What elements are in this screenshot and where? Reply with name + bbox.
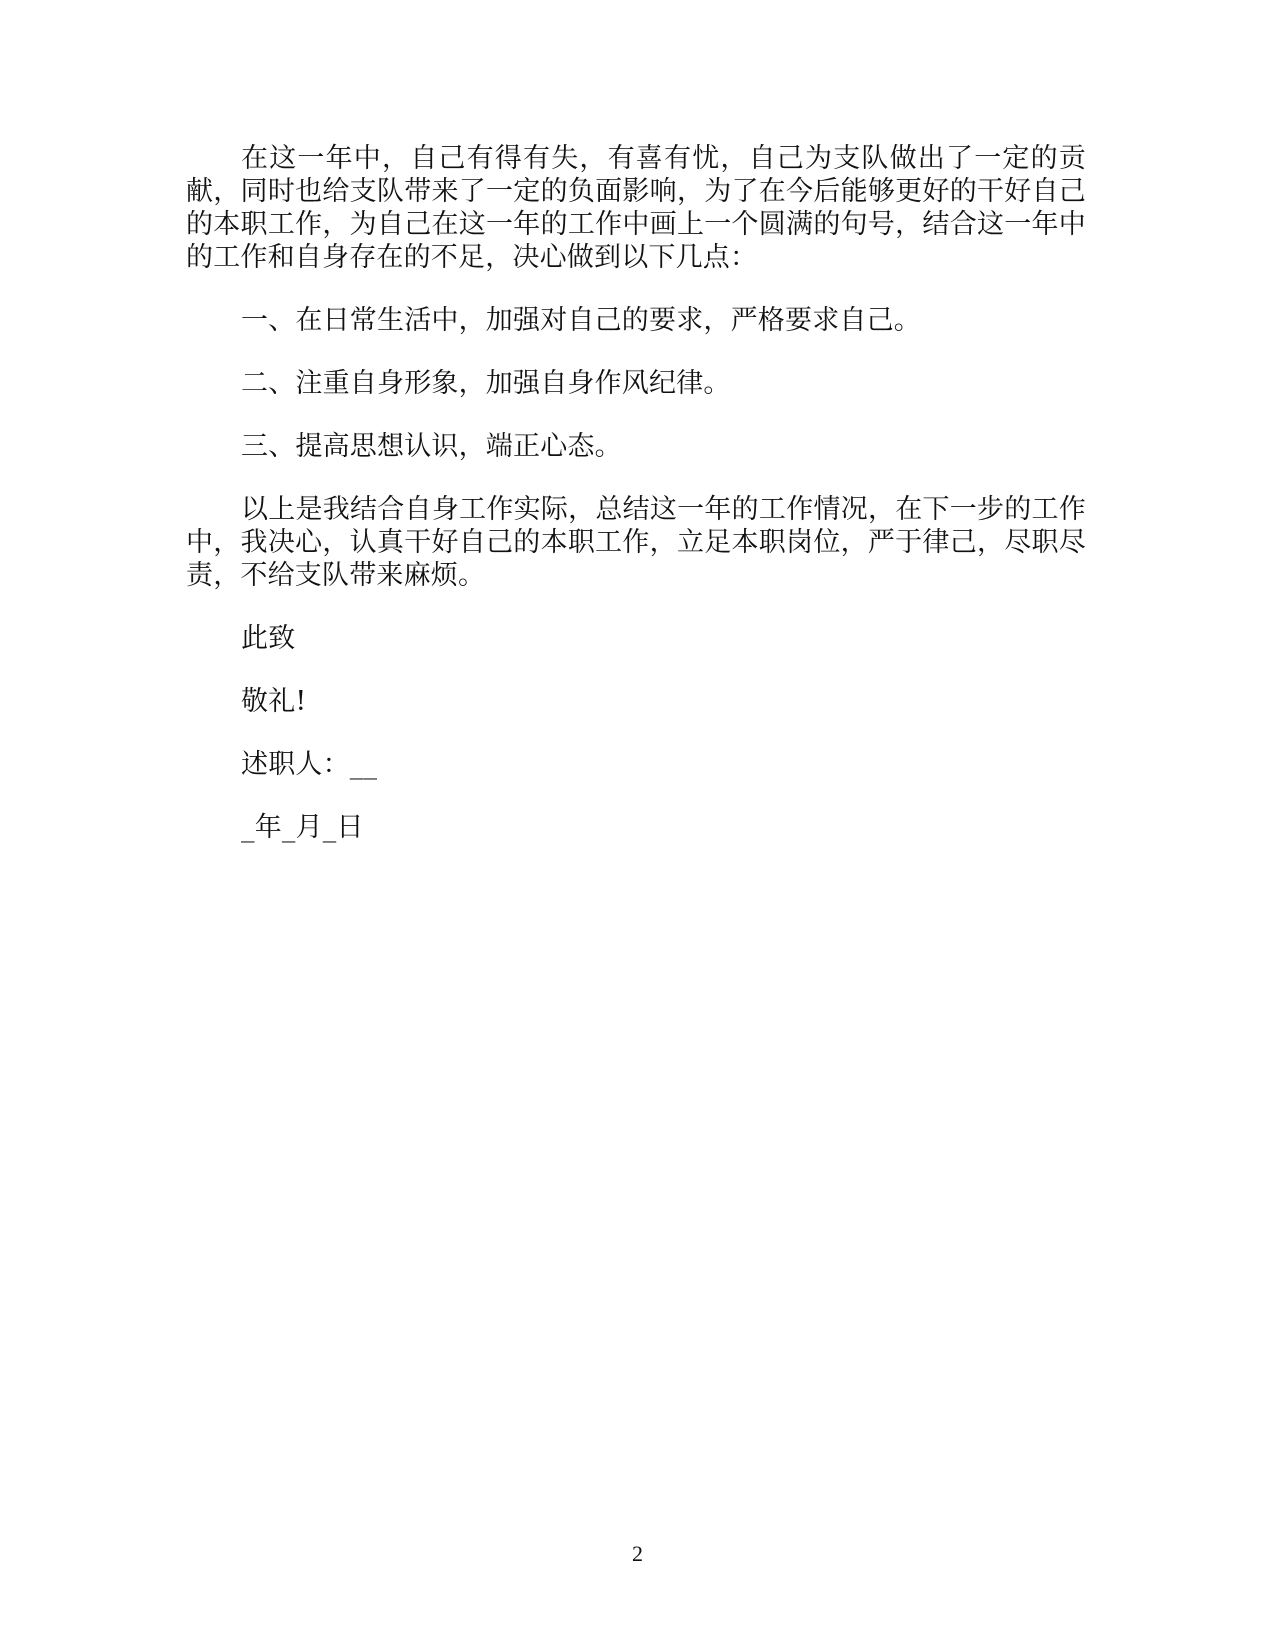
document-body xyxy=(186,142,1086,874)
page-number: 2 xyxy=(632,1541,643,1566)
closing-regards: 敬礼! xyxy=(241,686,307,717)
point-two-paragraph: 二、注重自身形象，加强自身作风纪律。 xyxy=(241,368,731,399)
intro-paragraph: 在这一年中，自己有得有失，有喜有忧，自己为支队做出了一定的贡献，同时也给支队带来了一定的负面影响，为了在今后能够更好的干好自己的本职工作，为自己在这一年的工作中画上一个圆满的句号，结合这一年中的工作和自身存在的不足，决心做到以下几点： xyxy=(186,143,1086,273)
conclusion-paragraph: 以上是我结合自身工作实际，总结这一年的工作情况，在下一步的工作中，我决心，认真干好自己的本职工作，立足本职岗位，严于律己，尽职尽责，不给支队带来麻烦。 xyxy=(186,494,1086,591)
closing-salutation: 此致 xyxy=(241,623,296,654)
point-three-paragraph: 三、提高思想认识，端正心态。 xyxy=(241,431,622,462)
date-line: _年_月_日 xyxy=(241,812,364,843)
point-one-paragraph: 一、在日常生活中，加强对自己的要求，严格要求自己。 xyxy=(241,305,921,336)
signature-line: 述职人：__ xyxy=(241,749,378,780)
